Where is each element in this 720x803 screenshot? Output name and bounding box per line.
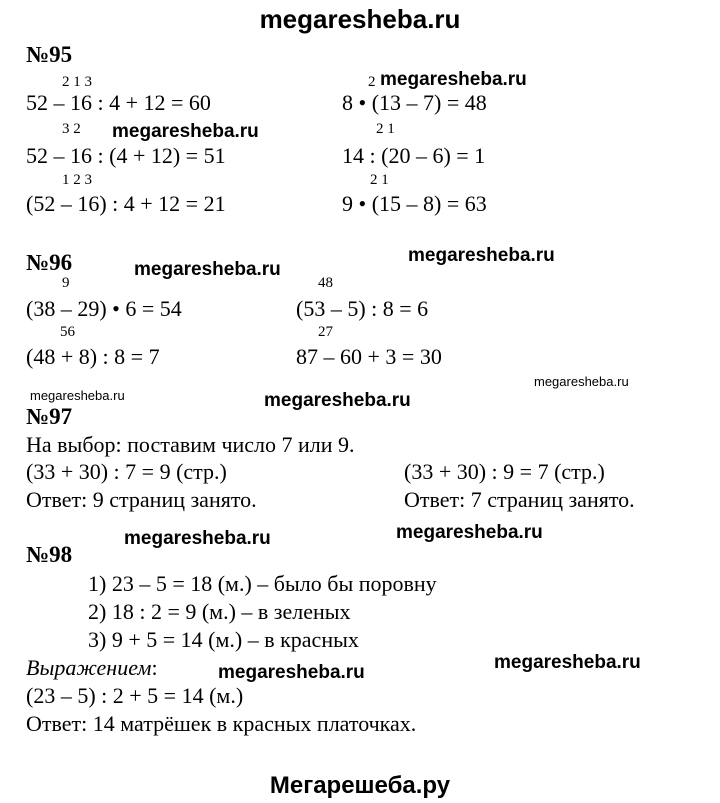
task-95-left-expr-1: 52 – 16 : 4 + 12 = 60 [26, 90, 211, 115]
task-98-expression-label [26, 655, 158, 681]
task-96-number: №96 [26, 250, 73, 275]
task-95-left-order-1: 2 1 3 [62, 74, 92, 90]
task-98-step-2: 2) 18 : 2 = 9 (м.) – в зеленых [88, 599, 351, 624]
expression-label-colon: : [151, 655, 158, 680]
site-title: megaresheba.ru [259, 4, 461, 34]
footer-title: Мегарешеба.ру [269, 772, 451, 799]
task-97-left-expression: (33 + 30) : 7 = 9 (стр.) [26, 459, 227, 484]
task-97-intro: На выбор: поставим число 7 или 9. [26, 432, 355, 457]
task-97-left-answer: Ответ: 9 страниц занято. [26, 487, 257, 512]
task-96-right-order-2: 27 [318, 324, 333, 340]
task-96-left-order-1: 9 [62, 275, 70, 291]
task-96-left-expr-1: (38 – 29) • 6 = 54 [26, 296, 182, 321]
task-95-right-order-1: 2 [368, 74, 376, 90]
task-95-right-expr-1: 8 • (13 – 7) = 48 [342, 90, 487, 115]
watermark: megaresheba.ru [264, 390, 411, 411]
task-95-left-order-2: 3 2 [62, 121, 81, 137]
watermark: megaresheba.ru [112, 121, 259, 142]
watermark: megaresheba.ru [134, 259, 281, 280]
task-96-right-expr-1: (53 – 5) : 8 = 6 [296, 296, 429, 321]
task-96-left-expr-2: (48 + 8) : 8 = 7 [26, 344, 160, 369]
task-95-right-order-3: 2 1 [370, 172, 389, 188]
task-95-left-expr-3: (52 – 16) : 4 + 12 = 21 [26, 191, 226, 216]
task-95-left-expr-2: 52 – 16 : (4 + 12) = 51 [26, 143, 226, 168]
watermark: megaresheba.ru [396, 522, 543, 543]
task-95-right-expr-3: 9 • (15 – 8) = 63 [342, 191, 487, 216]
task-98-step-3: 3) 9 + 5 = 14 (м.) – в красных [88, 627, 359, 652]
task-98-answer: Ответ: 14 матрёшек в красных платочках. [26, 711, 417, 736]
task-97-right-expression: (33 + 30) : 9 = 7 (стр.) [404, 459, 605, 484]
watermark: megaresheba.ru [380, 69, 527, 90]
task-96-right-expr-2: 87 – 60 + 3 = 30 [296, 344, 442, 369]
small-watermark: megaresheba.ru [534, 374, 629, 389]
task-98-step-1: 1) 23 – 5 = 18 (м.) – было бы поровну [88, 571, 437, 596]
task-98-expression: (23 – 5) : 2 + 5 = 14 (м.) [26, 683, 244, 708]
task-96-right-order-1: 48 [318, 275, 333, 291]
task-97-number: №97 [26, 404, 73, 429]
watermark: megaresheba.ru [124, 528, 271, 549]
task-97-right-answer: Ответ: 7 страниц занято. [404, 487, 635, 512]
small-watermark: megaresheba.ru [30, 388, 125, 403]
task-95-right-expr-2: 14 : (20 – 6) = 1 [342, 143, 486, 168]
watermark: megaresheba.ru [408, 245, 555, 266]
task-95-right-order-2: 2 1 [376, 121, 395, 137]
watermark: megaresheba.ru [218, 662, 365, 683]
expression-label-text: Выражением [26, 655, 152, 680]
task-95-number: №95 [26, 42, 73, 67]
task-95-left-order-3: 1 2 3 [62, 172, 92, 188]
task-96-left-order-2: 56 [60, 324, 75, 340]
watermark: megaresheba.ru [494, 652, 641, 673]
task-98-number: №98 [26, 542, 73, 567]
